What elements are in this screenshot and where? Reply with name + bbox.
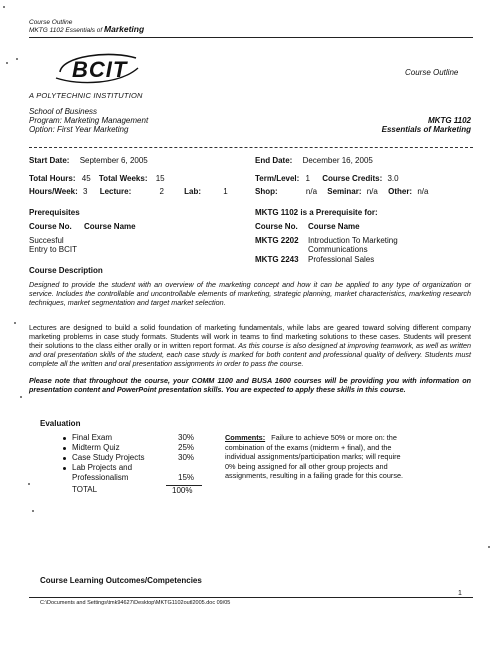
evaluation-item-label: Final Exam (72, 433, 113, 442)
school-name: School of Business (29, 107, 98, 116)
running-header-course-emph: Marketing (104, 24, 145, 34)
list-bullet (63, 447, 66, 450)
scan-speck (32, 510, 34, 512)
evaluation-item-value: 15% (178, 473, 195, 482)
institution-tagline: A POLYTECHNIC INSTITUTION (29, 91, 143, 100)
course-code: MKTG 1102 (428, 116, 471, 125)
header-rule (29, 37, 473, 38)
comments-line: 0% being assigned for all other group projects and (225, 461, 388, 471)
scan-speck (16, 58, 18, 60)
hours-week-value: 3 (83, 187, 88, 196)
evaluation-item-label: Midterm Quiz (72, 443, 120, 452)
lab-label: Lab: (184, 187, 202, 196)
comments-line: assignments, resulting in a failing grade for this course. (225, 471, 404, 481)
start-date-label: Start Date: (29, 156, 70, 165)
evaluation-heading: Evaluation (40, 419, 81, 428)
total-hours-label: Total Hours: (29, 174, 76, 183)
prereq-col-no: Course No. (29, 222, 72, 231)
comments-label: Comments: (225, 433, 266, 442)
course-description-heading: Course Description (29, 266, 103, 275)
logo-text: BCIT (72, 57, 128, 82)
prereq-for-col-no: Course No. (255, 222, 298, 231)
list-bullet (63, 467, 66, 470)
start-date-value: September 6, 2005 (79, 156, 148, 165)
course-credits-value: 3.0 (387, 174, 399, 183)
description-paragraph-2-emph: As this course is also designed at improving teamwork, as well as written and oral presentation skills of the student, each case study is marked for both content and professional quality of delivery. Students must complete all the written and oral presentation assignments in order to pass the course. (29, 341, 471, 368)
list-bullet (63, 437, 66, 440)
running-header (29, 19, 144, 34)
scan-speck (20, 396, 22, 398)
prerequisites-heading: Prerequisites (29, 208, 80, 217)
scan-speck (14, 322, 16, 324)
start-date (29, 156, 148, 166)
scan-speck (488, 546, 490, 548)
footer-rule (29, 597, 473, 598)
running-header-line1: Course Outline (29, 19, 73, 26)
evaluation-item-label: Case Study Projects (72, 453, 145, 462)
end-date (255, 156, 373, 166)
prereq-for-row-no: MKTG 2243 (255, 255, 299, 264)
prereq-for-row-name: Professional Sales (308, 255, 375, 264)
description-paragraph-2-text: Lectures are designed to build a solid foundation of marketing fundamentals, while labs are geared toward solving different company marketing problems in case study formats. Students will work in teams to find marketing solutions to these cases. Students will present their solutions to the class either orally or in written report format. (29, 323, 471, 350)
comments-line: individual assignments/participation marks; will require (225, 452, 401, 462)
prereq-for-row-name-cont: Communications (308, 245, 368, 254)
evaluation-item-value: 30% (178, 453, 195, 462)
term-level-label: Term/Level: (255, 174, 300, 183)
footer-page-number: 1 (458, 590, 462, 597)
evaluation-comments (225, 433, 475, 481)
prereq-for-heading: MKTG 1102 is a Prerequisite for: (255, 208, 378, 217)
running-header-course: MKTG 1102 Essentials of (29, 27, 103, 34)
shop-seminar-other (255, 187, 428, 197)
description-paragraph-3: Please note that throughout the course, your COMM 1100 and BUSA 1600 courses will be providing you with information on presentation content and PowerPoint presentation skills. You are expected to apply these skills in this course. (29, 376, 471, 394)
lab-value: 1 (223, 187, 228, 196)
evaluation-item-value: 25% (178, 443, 195, 452)
shop-value: n/a (305, 187, 318, 196)
option-name: Option: First Year Marketing (29, 125, 129, 134)
prereq-for-col-name: Course Name (308, 222, 360, 231)
evaluation-item-label: Lab Projects and (72, 463, 133, 472)
hours-row-2 (29, 187, 228, 197)
lecture-value: 2 (159, 187, 164, 196)
hours-week-label: Hours/Week: (29, 187, 78, 196)
scan-speck (28, 483, 30, 485)
seminar-label: Seminar: (327, 187, 362, 196)
lecture-label: Lecture: (99, 187, 132, 196)
comments-line: combination of the exams (midterm + final), and the (225, 442, 392, 452)
evaluation-item-label-cont: Professionalism (72, 473, 129, 482)
hours-row-1 (29, 174, 473, 184)
evaluation-item-value: 30% (178, 433, 195, 442)
total-weeks-value: 15 (155, 174, 165, 183)
scan-speck (3, 6, 5, 8)
document-type-label: Course Outline (405, 68, 459, 77)
section-rule (29, 147, 473, 148)
description-paragraph-2 (29, 323, 471, 368)
program-name: Program: Marketing Management (29, 116, 149, 125)
prereq-entry-line1: Succesful (29, 236, 64, 245)
prereq-entry-line2: Entry to BCIT (29, 245, 78, 254)
footer-file-path: C:\Documents and Settings\tmk94627\Desktop\MKTG1102outl2005.doc 09/05 (40, 600, 231, 606)
total-weeks-label: Total Weeks: (98, 174, 148, 183)
prereq-for-row-name: Introduction To Marketing (308, 236, 398, 245)
other-label: Other: (388, 187, 413, 196)
running-header-line2 (29, 26, 144, 34)
course-credits-label: Course Credits: (322, 174, 383, 183)
prereq-for-row-no: MKTG 2202 (255, 236, 299, 245)
shop-label: Shop: (255, 187, 278, 196)
other-value: n/a (417, 187, 429, 196)
bcit-logo (50, 50, 142, 88)
scan-speck (6, 62, 8, 64)
end-date-value: December 16, 2005 (302, 156, 373, 165)
course-title: Essentials of Marketing (381, 125, 471, 134)
total-hours-value: 45 (81, 174, 91, 183)
evaluation-total-label: TOTAL (72, 485, 98, 494)
evaluation-total-value: 100% (172, 486, 193, 495)
description-paragraph-1: Designed to provide the student with an overview of the marketing concept and how it can be applied to any type of organization or service. Includes the controllable and uncontrollable elements of marketing, strategic planning, market characteristics, marketing research techniques, market segmentation and target market selection. (29, 280, 471, 307)
list-bullet (63, 457, 66, 460)
prereq-col-name: Course Name (84, 222, 136, 231)
term-level-value: 1 (305, 174, 310, 183)
learning-outcomes-heading: Course Learning Outcomes/Competencies (40, 576, 202, 585)
comments-line: Failure to achieve 50% or more on: the (271, 433, 397, 442)
seminar-value: n/a (366, 187, 378, 196)
end-date-label: End Date: (255, 156, 293, 165)
term-level (255, 174, 399, 184)
